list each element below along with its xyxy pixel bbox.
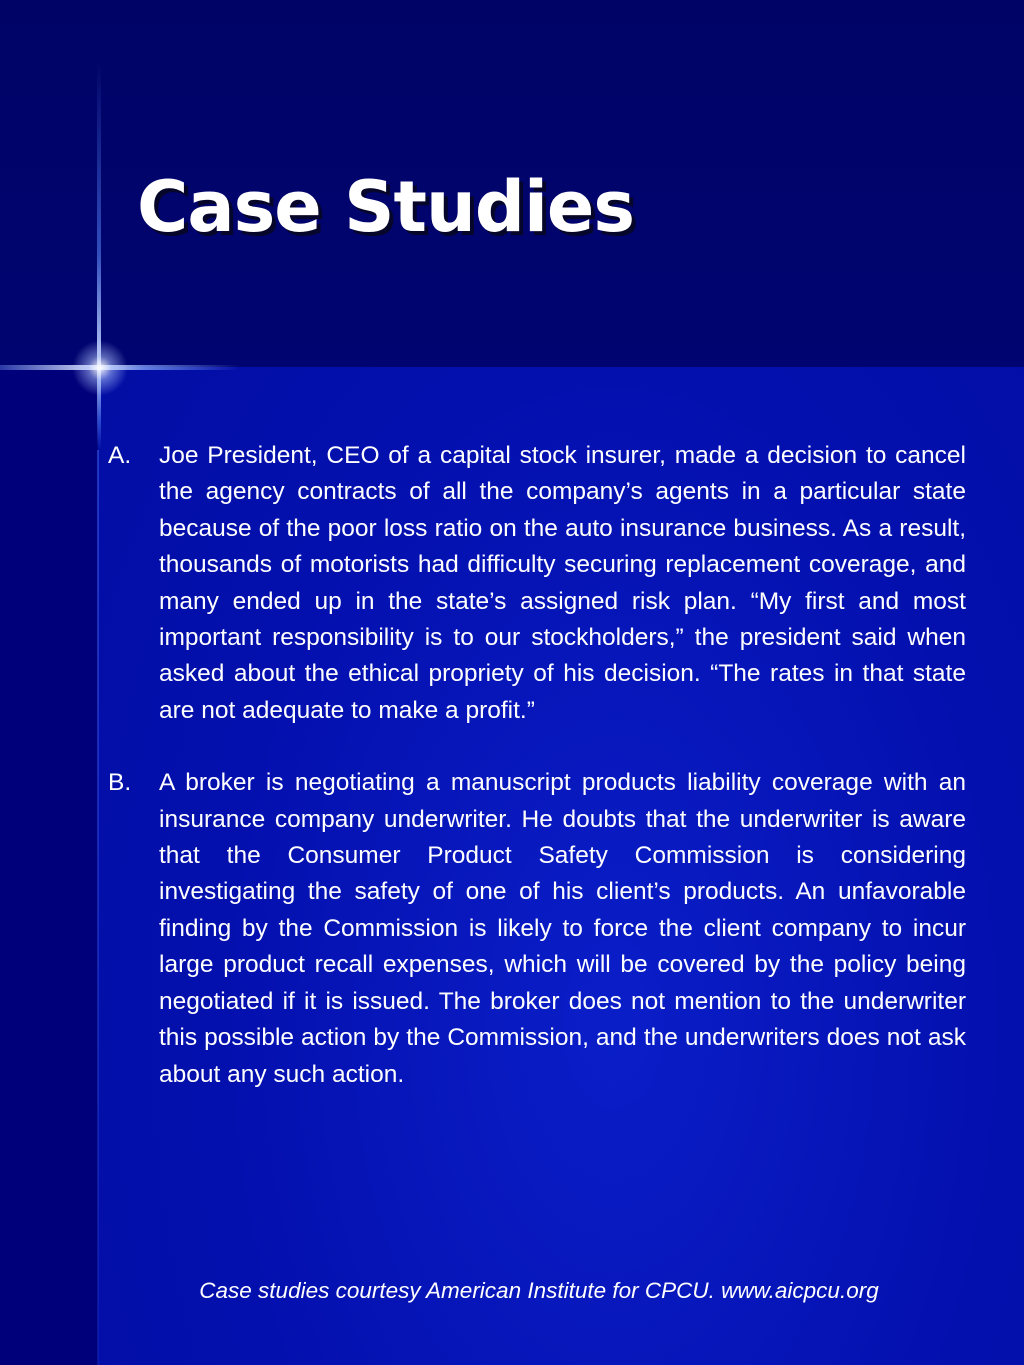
left-band bbox=[0, 367, 98, 1365]
case-item-a bbox=[108, 438, 966, 729]
case-list bbox=[108, 438, 966, 1093]
case-item-b bbox=[108, 765, 966, 1093]
case-text: Joe President, CEO of a capital stock insurer, made a decision to cancel the agency contracts of all the company’s agents in a particular state because of the poor loss ratio on the auto insurance business. As a result, thousands of motorists had difficulty securing replacement coverage, and many ended up in the state’s assigned risk plan. “My first and most important responsibility is to our stockholders,” the president said when asked about the ethical propriety of his decision. “The rates in that state are not adequate to make a profit.” bbox=[159, 442, 966, 724]
vertical-accent-line-lower bbox=[97, 450, 99, 1365]
case-text: A broker is negotiating a manuscript products liability coverage with an insurance company underwriter. He doubts that the underwriter is aware that the Consumer Product Safety Commission is considering investigating the safety of one of his client’s products. An unfavorable finding by the Commission is likely to force the client company to incur large product recall expenses, which will be covered by the policy being negotiated if it is issued. The broker does not mention to the underwriter this possible action by the Commission, and the underwriters does not ask about any such action. bbox=[159, 769, 966, 1088]
slide-title: Case Studies bbox=[137, 166, 635, 248]
sparkle-glow bbox=[72, 340, 128, 396]
case-marker: B. bbox=[108, 769, 132, 797]
footer-credit: Case studies courtesy American Institute for CPCU. www.aicpcu.org bbox=[199, 1278, 879, 1303]
case-marker: A. bbox=[108, 442, 132, 469]
